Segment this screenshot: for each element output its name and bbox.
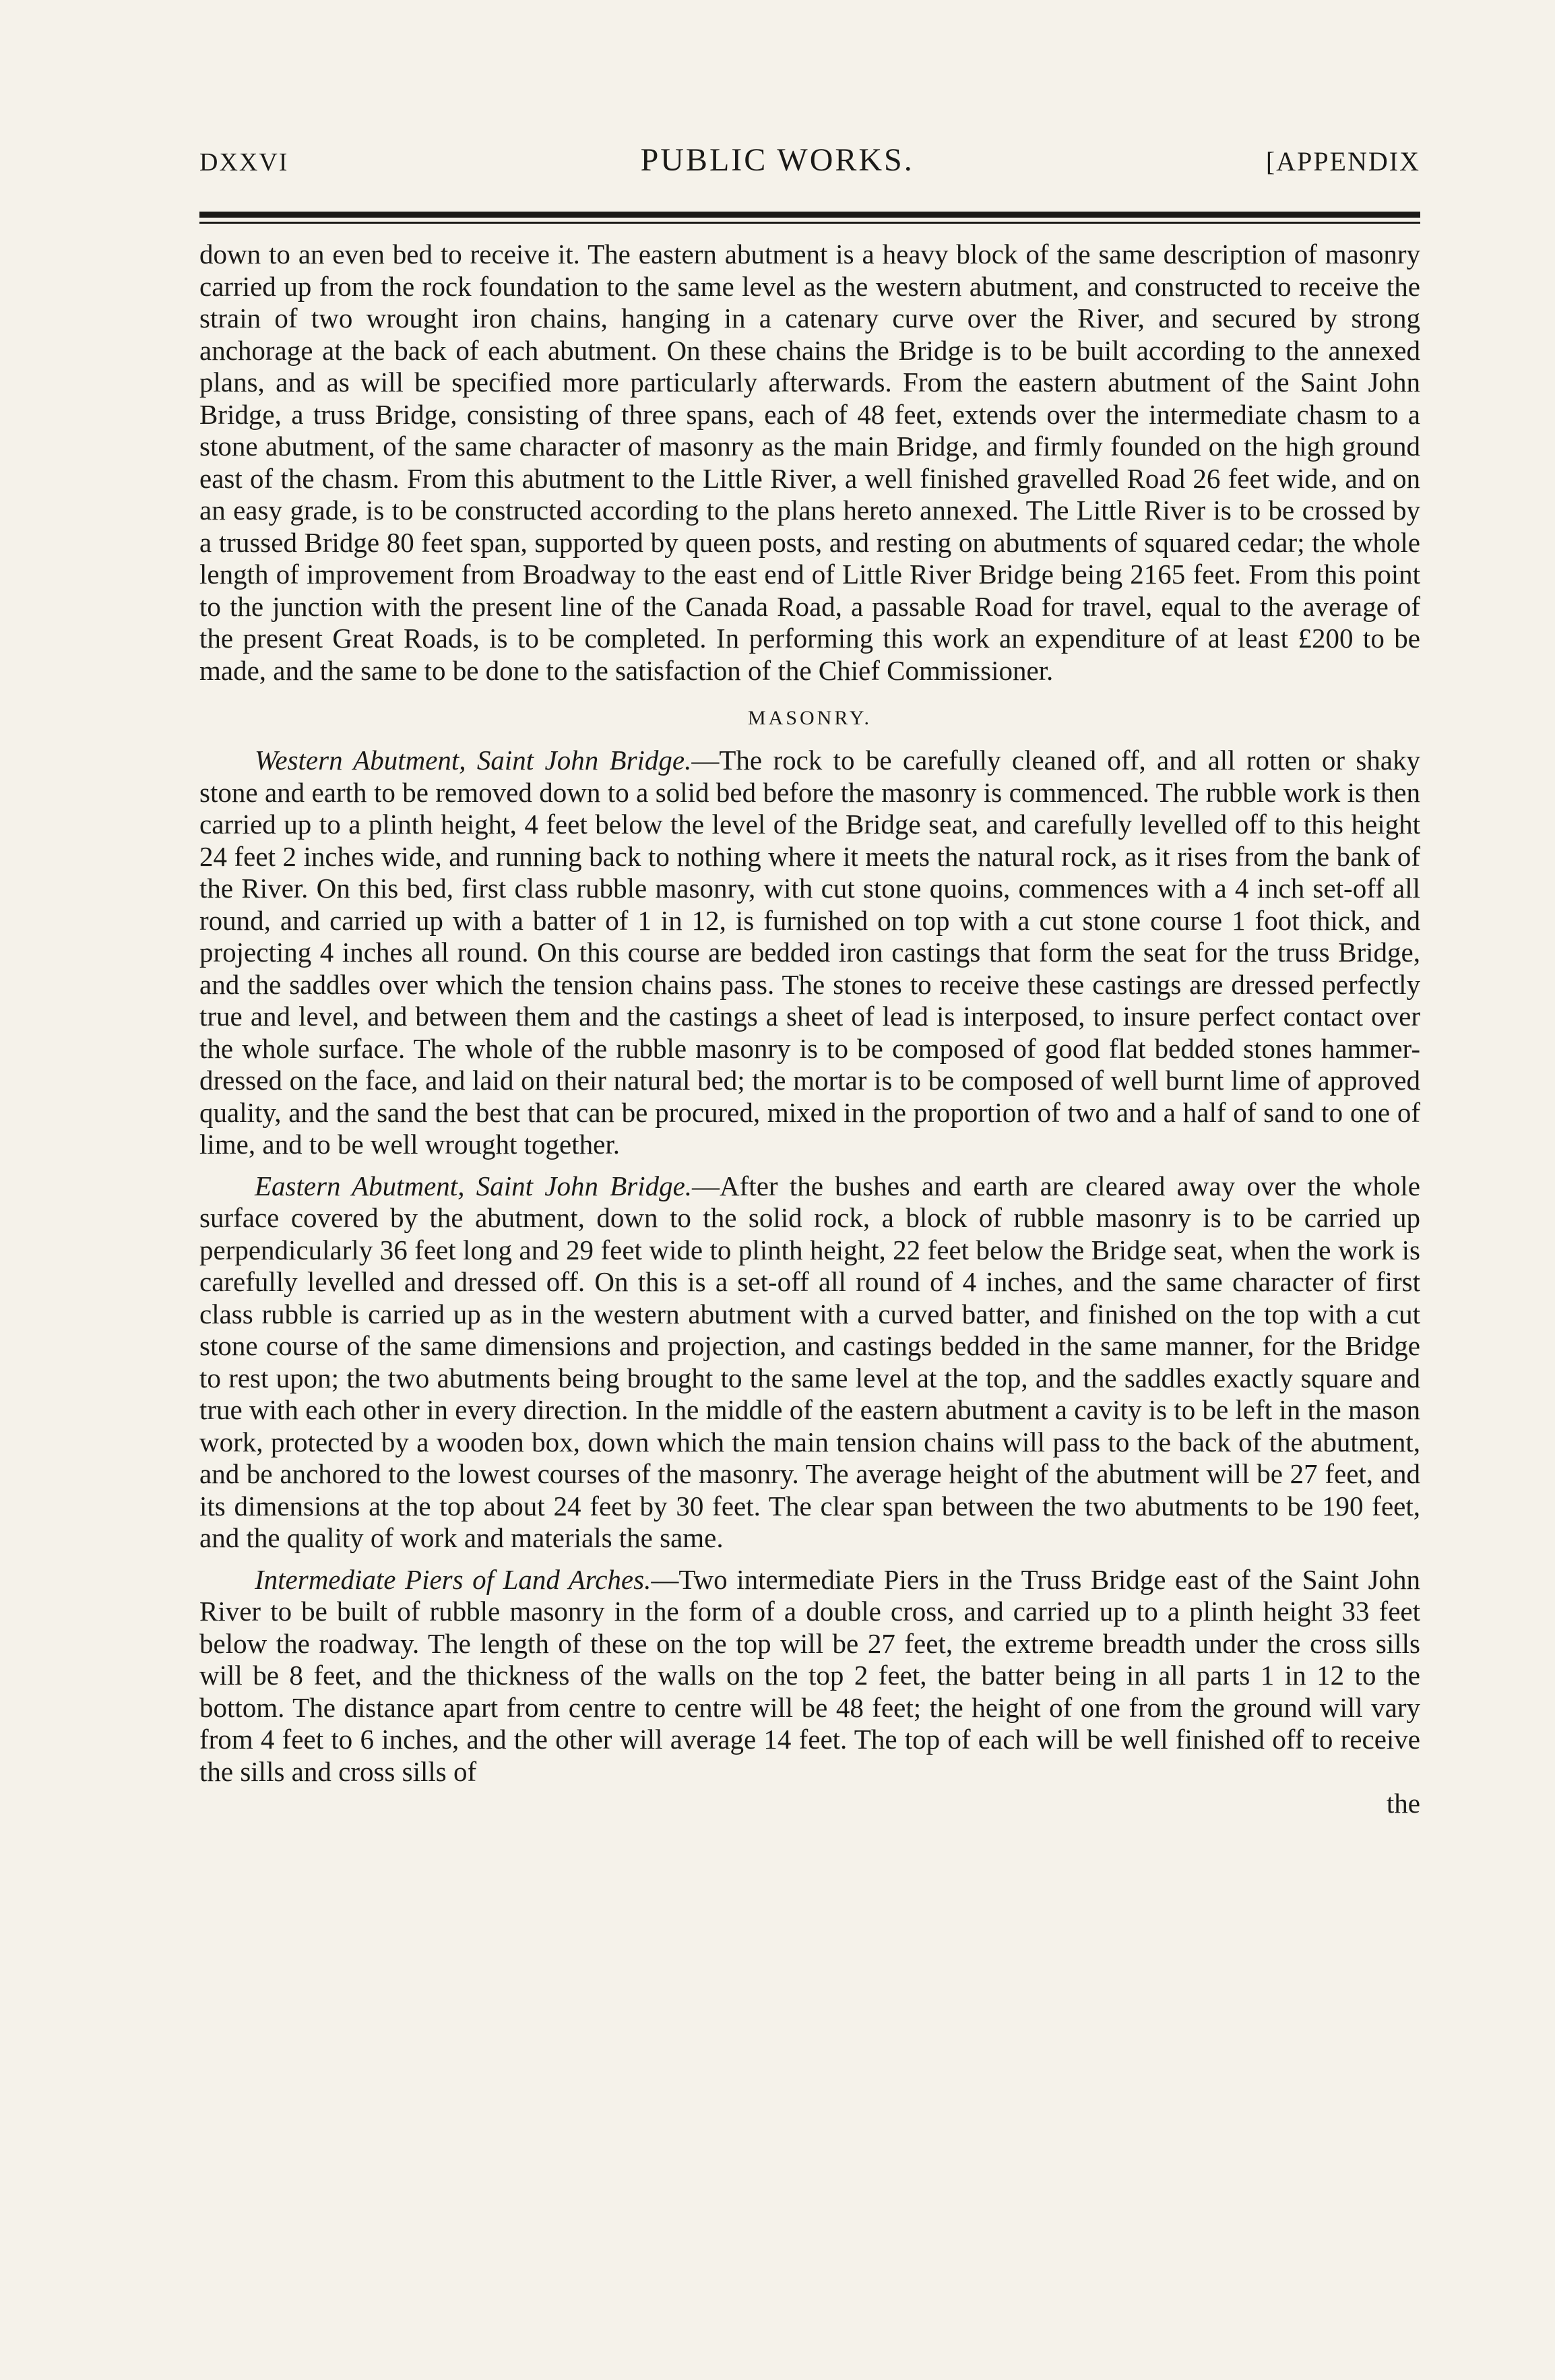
- paragraph-lead: Eastern Abutment, Saint John Bridge.: [255, 1170, 693, 1201]
- running-header: [199, 142, 1420, 202]
- paragraph-eastern-abutment: [199, 1170, 1420, 1555]
- paragraph-lead: Intermediate Piers of Land Arches.: [255, 1563, 652, 1595]
- header-rule-thin: [199, 222, 1420, 224]
- paragraph-body: —After the bushes and earth are cleared away over the whole surface covered by the abutment, down to the solid rock, a block of rubble masonry is to be carried up perpendicularly 36 feet long and 29 feet wide to plinth height, 22 feet below the Bridge seat, when the work is carefully levelled and dressed off. On this is a set-off all round of 4 inches, and the same character of first class rubble is carried up as in the western abutment with a curved batter, and finished on the top with a cut stone course of the same dimensions and projection, and castings bedded in the same manner, for the Bridge to rest upon; the two abutments being brought to the same level at the top, and the saddles exactly square and true with each other in every direction. In the middle of the eastern abutment a cavity is to be left in the mason work, protected by a wooden box, down which the main tension chains will pass to the back of the abutment, and be anchored to the lowest courses of the masonry. The average height of the abutment will be 27 feet, and its dimensions at the top about 24 feet by 30 feet. The clear span between the two abutments to be 190 feet, and the quality of work and materials the same.: [199, 1170, 1420, 1553]
- page: [199, 142, 1420, 1820]
- running-title: PUBLIC WORKS.: [640, 142, 914, 178]
- section-label: [APPENDIX: [1265, 146, 1420, 177]
- paragraph-lead: Western Abutment, Saint John Bridge.: [255, 745, 692, 776]
- page-number: DXXVI: [199, 148, 289, 177]
- paragraph-western-abutment: [199, 745, 1420, 1161]
- catchword: the: [1386, 1788, 1420, 1819]
- paragraph-body: —Two intermediate Piers in the Truss Bridge east of the Saint John River to be built of rubble masonry in the form of a double cross, and carried up to a plinth height 33 feet below the roadway. The length of these on the top will be 27 feet, the extreme breadth under the cross sills will be 8 feet, and the thickness of the walls on the top 2 feet, the batter being in all parts 1 in 12 to the bottom. The distance apart from centre to centre will be 48 feet; the height of one from the ground will vary from 4 feet to 6 inches, and the other will average 14 feet. The top of each will be well finished off to receive the sills and cross sills of: [199, 1563, 1420, 1787]
- header-rule-thick: [199, 212, 1420, 218]
- paragraph-body: —The rock to be carefully cleaned off, and all rotten or shaky stone and earth to be removed down to a solid bed before the masonry is commenced. The rubble work is then carried up to a plinth height, 4 feet below the level of the Bridge seat, and carefully levelled off to this height 24 feet 2 inches wide, and running back to nothing where it meets the natural rock, as it rises from the bank of the River. On this bed, first class rubble masonry, with cut stone quoins, commences with a 4 inch set-off all round, and carried up with a batter of 1 in 12, is furnished on top with a cut stone course 1 foot thick, and projecting 4 inches all round. On this course are bedded iron castings that form the seat for the truss Bridge, and the saddles over which the tension chains pass. The stones to receive these castings are dressed perfectly true and level, and between them and the castings a sheet of lead is interposed, to insure perfect contact over the whole surface. The whole of the rubble masonry is to be composed of good flat bedded stones hammer-dressed on the face, and laid on their natural bed; the mortar is to be composed of well burnt lime of approved quality, and the sand the best that can be procured, mixed in the proportion of two and a half of sand to one of lime, and to be well wrought together.: [199, 745, 1420, 1160]
- section-heading: MASONRY.: [747, 707, 872, 729]
- paragraph-intermediate-piers: [199, 1564, 1420, 1788]
- paragraph-continuation: down to an even bed to receive it. The eastern abutment is a heavy block of the same description of masonry carried up from the rock foundation to the same level as the western abutment, and constructed to receive the strain of two wrought iron chains, hanging in a catenary curve over the River, and secured by strong anchorage at the back of each abutment. On these chains the Bridge is to be built according to the annexed plans, and as will be specified more particularly afterwards. From the eastern abutment of the Saint John Bridge, a truss Bridge, consisting of three spans, each of 48 feet, extends over the intermediate chasm to a stone abutment, of the same character of masonry as the main Bridge, and firmly founded on the high ground east of the chasm. From this abutment to the Little River, a well finished gravelled Road 26 feet wide, and on an easy grade, is to be constructed according to the plans hereto annexed. The Little River is to be crossed by a trussed Bridge 80 feet span, supported by queen posts, and resting on abutments of squared cedar; the whole length of improvement from Broadway to the east end of Little River Bridge being 2165 feet. From this point to the junction with the present line of the Canada Road, a passable Road for travel, equal to the average of the present Great Roads, is to be completed. In performing this work an expenditure of at least £200 to be made, and the same to be done to the satisfaction of the Chief Commissioner.: [199, 239, 1420, 686]
- body-text: [199, 239, 1420, 1820]
